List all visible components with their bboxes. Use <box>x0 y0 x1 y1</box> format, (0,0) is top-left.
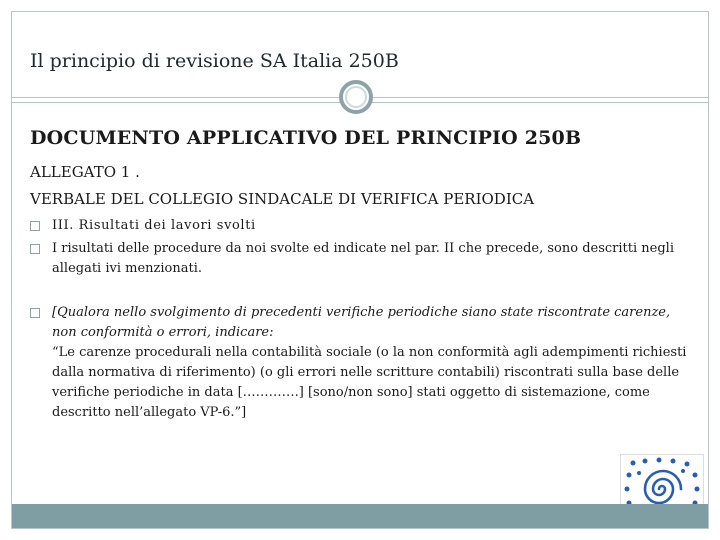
slide-title: Il principio di revisione SA Italia 250B <box>30 50 399 72</box>
document-heading: DOCUMENTO APPLICATIVO DEL PRINCIPIO 250B <box>30 127 582 149</box>
square-bullet-icon <box>30 221 40 231</box>
bullet-text-results: III. Risultati dei lavori svolti <box>52 218 256 233</box>
bullet-quote-text: “Le carenze procedurali nella contabilità sociale (o la non conformità agli adempimenti richiesti dalla normativa di riferimento) (o gli errori nelle scritture contabili) riscontrati sulla base delle verifiche periodiche in data [………….] [sono/non sono] stati oggetto di sistemazione, come descritto nell’allegato VP-6.”] <box>52 345 687 420</box>
bullet-text-procedures: I risultati delle procedure da noi svolte ed indicate nel par. II che precede, sono descritti negli allegati ivi menzionati. <box>52 241 674 276</box>
allegato-label: ALLEGATO 1 . <box>30 163 140 181</box>
verbale-label: VERBALE DEL COLLEGIO SINDACALE DI VERIFICA PERIODICA <box>30 190 535 208</box>
ring-ornament-inner <box>345 86 367 108</box>
bullet-text-conditional: [Qualora nello svolgimento di precedenti verifiche periodiche siano state riscontrate carenze, non conformità o errori, indicare: <box>52 305 671 340</box>
footer-band <box>12 504 708 528</box>
square-bullet-icon <box>30 308 40 318</box>
square-bullet-icon <box>30 244 40 254</box>
